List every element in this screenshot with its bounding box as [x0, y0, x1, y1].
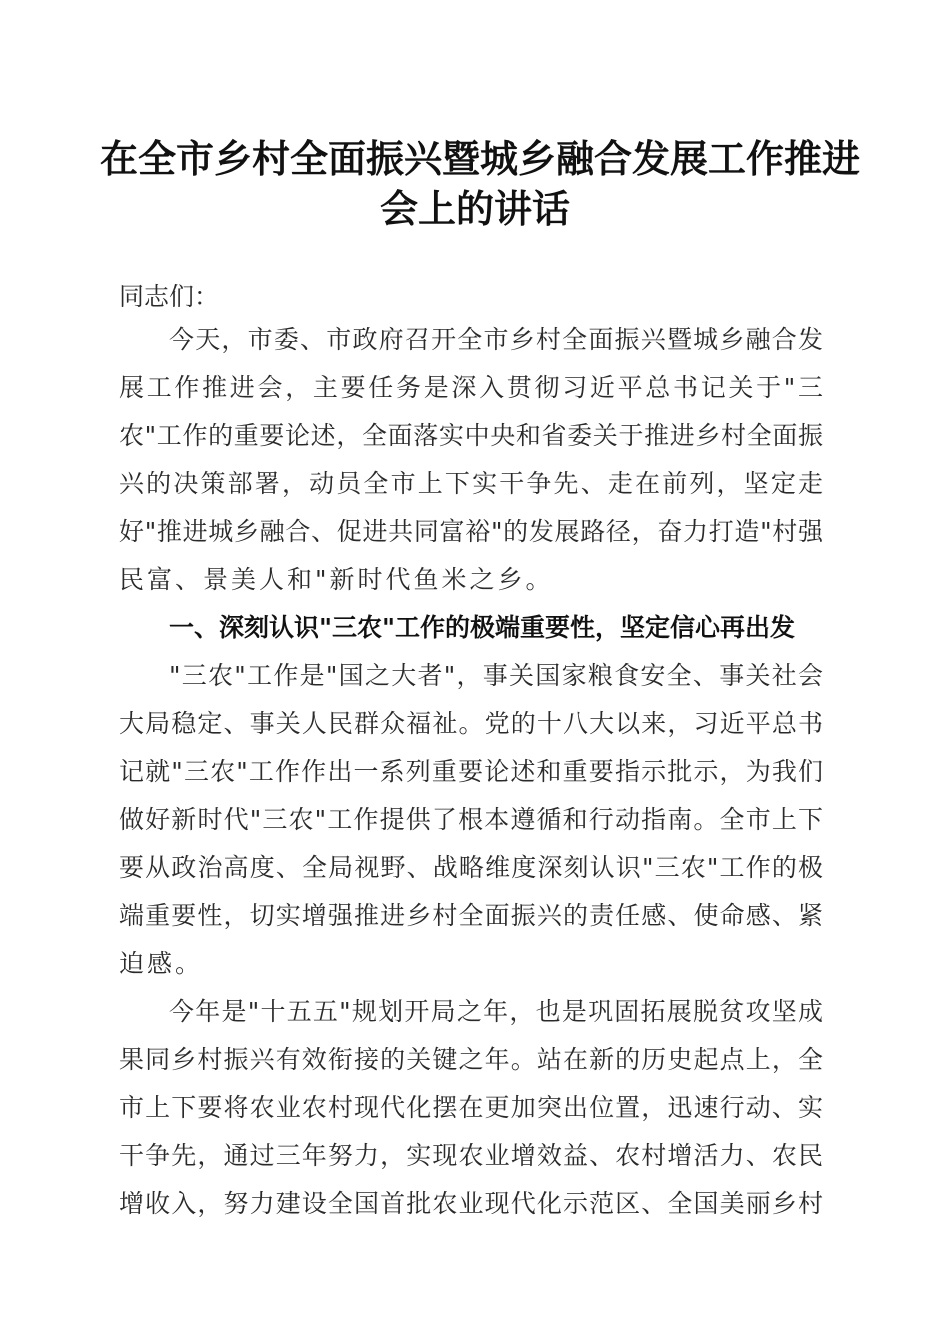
document-title-line-1: 在全市乡村全面振兴暨城乡融合发展工作推进 — [100, 136, 861, 181]
paragraph-2-line-4: 做好新时代"三农"工作提供了根本遵循和行动指南。全市上下 — [119, 805, 823, 834]
paragraph-3-line-3: 市上下要将农业农村现代化摆在更加突出位置，迅速行动、实 — [119, 1093, 823, 1122]
paragraph-2-line-3: 记就"三农"工作作出一系列重要论述和重要指示批示，为我们 — [119, 757, 823, 786]
paragraph-2-line-5: 要从政治高度、全局视野、战略维度深刻认识"三农"工作的极 — [119, 853, 823, 882]
salutation: 同志们： — [119, 282, 220, 311]
paragraph-1-line-4: 兴的决策部署，动员全市上下实干争先、走在前列，坚定走 — [119, 469, 823, 498]
paragraph-1-line-3: 农"工作的重要论述，全面落实中央和省委关于推进乡村全面振 — [119, 421, 823, 450]
paragraph-3-line-1: 今年是"十五五"规划开局之年，也是巩固拓展脱贫攻坚成 — [169, 997, 823, 1026]
paragraph-2-line-7: 迫感。 — [119, 949, 204, 978]
document-title-line-2: 会上的讲话 — [379, 186, 570, 231]
paragraph-1-line-2: 展工作推进会，主要任务是深入贯彻习近平总书记关于"三 — [119, 373, 823, 402]
paragraph-2-line-2: 大局稳定、事关人民群众福祉。党的十八大以来，习近平总书 — [119, 709, 823, 738]
paragraph-3-line-4: 干争先，通过三年努力，实现农业增效益、农村增活力、农民 — [119, 1141, 823, 1170]
section-heading-1: 一、深刻认识"三农"工作的极端重要性，坚定信心再出发 — [169, 613, 796, 642]
paragraph-1-line-6: 民富、景美人和"新时代鱼米之乡。 — [119, 565, 554, 594]
paragraph-2-line-1: "三农"工作是"国之大者"，事关国家粮食安全、事关社会 — [169, 661, 823, 690]
paragraph-2-line-6: 端重要性，切实增强推进乡村全面振兴的责任感、使命感、紧 — [119, 901, 823, 930]
paragraph-1-line-5: 好"推进城乡融合、促进共同富裕"的发展路径，奋力打造"村强 — [119, 517, 823, 546]
paragraph-3-line-2: 果同乡村振兴有效衔接的关键之年。站在新的历史起点上，全 — [119, 1045, 823, 1074]
paragraph-1-line-1: 今天，市委、市政府召开全市乡村全面振兴暨城乡融合发 — [169, 325, 823, 354]
paragraph-3-line-5: 增收入，努力建设全国首批农业现代化示范区、全国美丽乡村 — [119, 1189, 823, 1218]
